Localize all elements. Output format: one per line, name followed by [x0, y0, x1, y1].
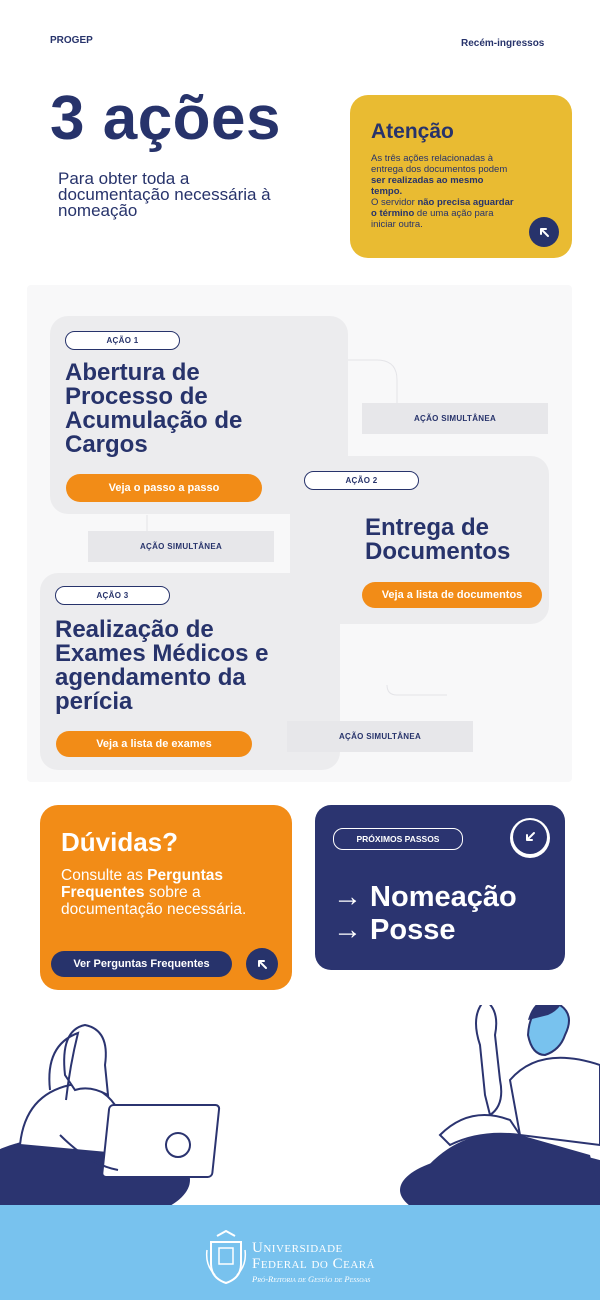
action-1-button[interactable]: Veja o passo a passo [66, 474, 262, 502]
simultaneous-label-1: AÇÃO SIMULTÂNEA [362, 403, 548, 434]
attention-card [350, 95, 572, 258]
footer-university: Universidade [252, 1240, 343, 1256]
action-3-button[interactable]: Veja a lista de exames [56, 731, 252, 757]
simultaneous-label-2: AÇÃO SIMULTÂNEA [88, 531, 274, 562]
arrow-down-left-icon[interactable] [513, 820, 547, 854]
attention-text [371, 153, 516, 230]
attention-text-2-bold: não precisa aguardar o término [371, 197, 514, 219]
action-2-tag: AÇÃO 2 [304, 471, 419, 490]
action-3-tag: AÇÃO 3 [55, 586, 170, 605]
action-3-title: Realização de Exames Médicos e agendamento da perícia [55, 616, 269, 715]
arrow-up-left-icon[interactable] [246, 948, 278, 980]
faq-text-1: Consulte as [61, 867, 148, 884]
hero-subtitle: Para obter toda a documentação necessária à nomeação [58, 169, 271, 220]
action-2-button[interactable]: Veja a lista de documentos [362, 582, 542, 608]
arrow-up-left-icon[interactable] [529, 217, 559, 247]
next-step-nomeacao: → Nomeação [333, 881, 517, 913]
progep-label: PROGEP [50, 35, 93, 46]
faq-title: Dúvidas? [61, 827, 179, 857]
illustration-people [0, 1005, 600, 1205]
footer [0, 1205, 600, 1300]
recem-ingressos-link[interactable]: Recém-ingressos [461, 38, 545, 49]
attention-text-2-end: de uma ação para iniciar outra. [371, 208, 494, 230]
footer-federal: Federal do Ceará [252, 1256, 376, 1272]
action-1-tag: AÇÃO 1 [65, 331, 180, 350]
action-2-title: Entrega de Documentos [365, 514, 511, 565]
hero-title: 3 ações [50, 84, 282, 153]
attention-text-1-bold: ser realizadas ao mesmo tempo. [371, 175, 484, 197]
attention-text-2: O servidor [371, 197, 418, 208]
simultaneous-label-3: AÇÃO SIMULTÂNEA [287, 721, 473, 752]
next-step-posse: → Posse [333, 914, 456, 946]
university-seal-icon [205, 1230, 247, 1285]
faq-button[interactable]: Ver Perguntas Frequentes [51, 951, 232, 977]
faq-text-bold: Perguntas Frequentes [61, 867, 223, 901]
attention-title: Atenção [371, 120, 454, 143]
next-steps-tag: PRÓXIMOS PASSOS [333, 828, 463, 850]
footer-progep: Pró-Reitoria de Gestão de Pessoas [252, 1274, 371, 1284]
faq-text [61, 867, 261, 918]
action-1-title: Abertura de Processo de Acumulação de Cargos [65, 359, 243, 458]
faq-text-2: sobre a documentação necessária. [61, 884, 247, 918]
attention-text-1: As três ações relacionadas à entrega dos documentos podem [371, 153, 508, 175]
